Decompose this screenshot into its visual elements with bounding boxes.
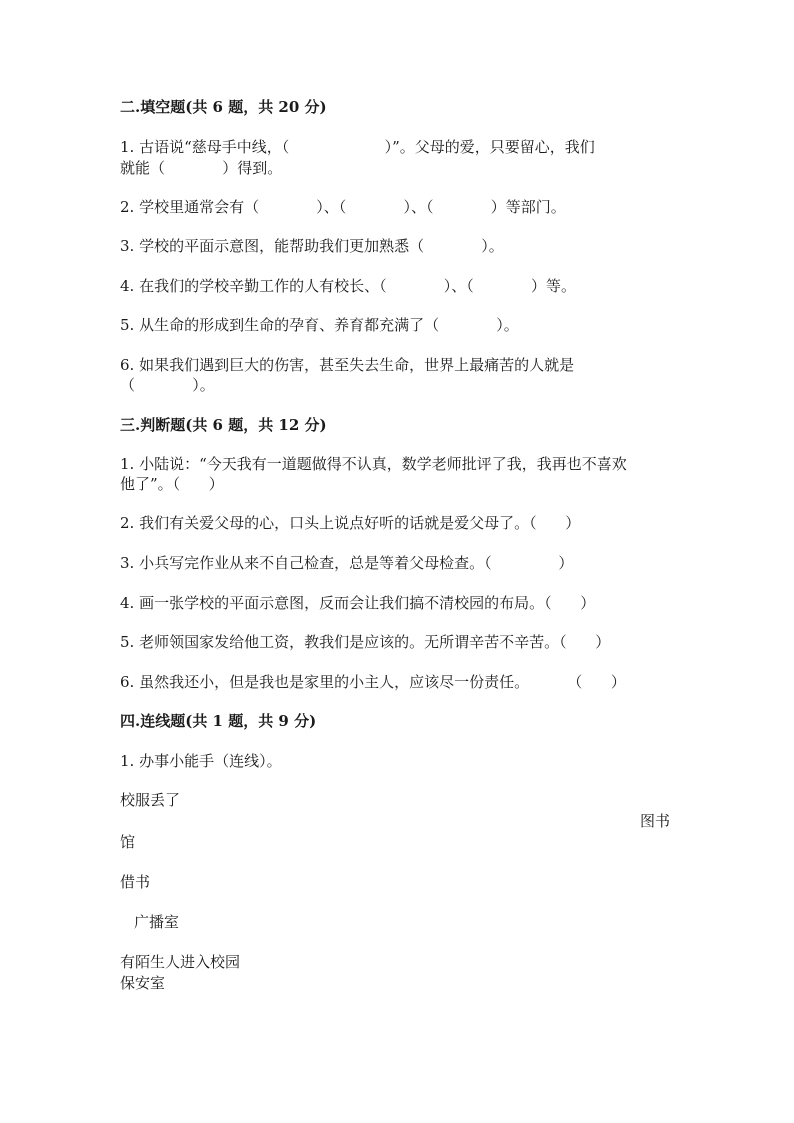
question-text: 4. 画一张学校的平面示意图，反而会让我们搞不清校园的布局。（ ） [120, 594, 596, 612]
matching-right-item: 图书 [640, 812, 671, 830]
question-text: 3. 学校的平面示意图，能帮助我们更加熟悉（ ）。 [120, 237, 504, 255]
matching-left-item: 校服丢了 [120, 791, 181, 809]
question-text: （ ）。 [120, 376, 215, 394]
matching-left-item: 有陌生人进入校园 [120, 953, 241, 971]
question-text: 2. 学校里通常会有（ ）、（ ）、（ ）等部门。 [120, 198, 566, 216]
matching-right-item: 广播室 [134, 913, 180, 931]
question-text: 4. 在我们的学校辛勤工作的人有校长、（ ）、（ ）等。 [120, 277, 577, 295]
question-text: 3. 小兵写完作业从来不自己检查，总是等着父母检查。（ ） [120, 554, 574, 572]
section-heading-true-false: 三.判断题(共 6 题，共 12 分) [120, 416, 327, 434]
matching-right-item: 馆 [120, 833, 136, 851]
question-text: 2. 我们有关爱父母的心，口头上说点好听的话就是爱父母了。（ ） [120, 514, 581, 532]
matching-right-item: 保安室 [120, 974, 166, 992]
question-text: 1. 小陆说：“今天我有一道题做得不认真，数学老师批评了我，我再也不喜欢 [120, 455, 627, 473]
question-text: 就能（ ）得到。 [120, 159, 283, 177]
question-text: 他了”。（ ） [120, 475, 224, 493]
question-text: 6. 虽然我还小，但是我也是家里的小主人，应该尽一份责任。 （ ） [120, 673, 626, 691]
question-text: 1. 办事小能手（连线）。 [120, 752, 282, 770]
question-text: 1. 古语说“慈母手中线，（ ）”。父母的爱，只要留心，我们 [120, 138, 595, 156]
question-text: 6. 如果我们遇到巨大的伤害，甚至失去生命，世界上最痛苦的人就是 [120, 356, 575, 374]
section-heading-matching: 四.连线题(共 1 题，共 9 分) [120, 712, 317, 730]
question-text: 5. 从生命的形成到生命的孕育、养育都充满了（ ）。 [120, 316, 519, 334]
section-heading-fill-blank: 二.填空题(共 6 题，共 20 分) [120, 98, 327, 116]
question-text: 5. 老师领国家发给他工资，教我们是应该的。无所谓辛苦不辛苦。（ ） [120, 633, 611, 651]
matching-left-item: 借书 [120, 873, 151, 891]
